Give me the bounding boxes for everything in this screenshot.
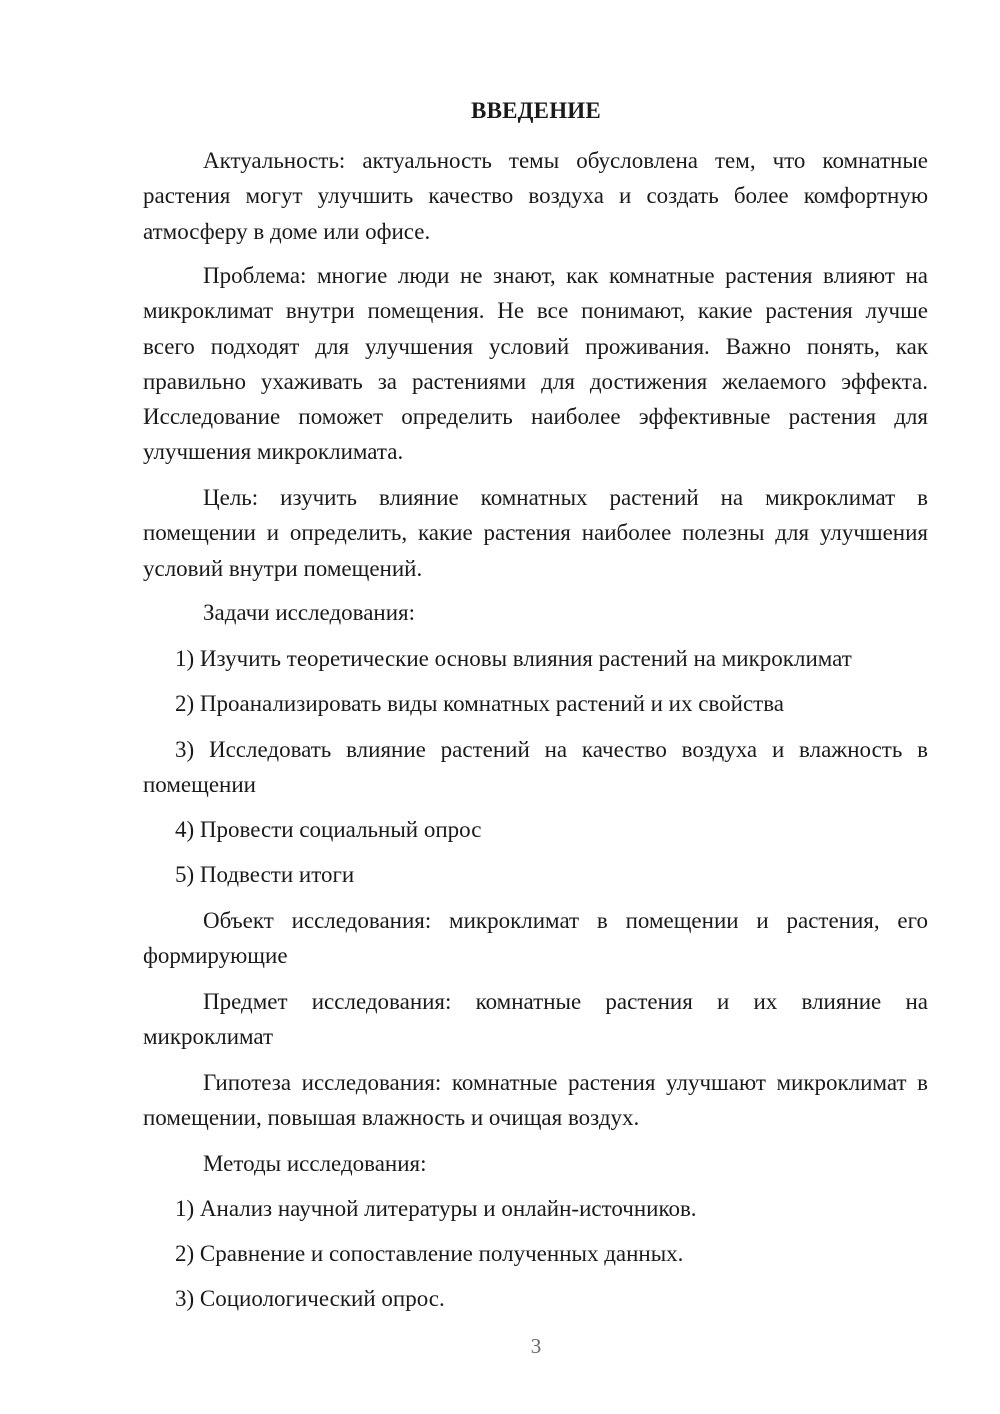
section-title: ВВЕДЕНИЕ: [471, 98, 601, 123]
problem-paragraph: Проблема: многие люди не знают, как комнатные растения влияют на микроклимат внутри помещения. Не все понимают, какие растения лучше всего подходят для улучшения условий проживания. Важно понять, как правильно ухаживать за растениями для достижения желаемого эффекта. Исследование поможет определить наиболее эффективные растения для улучшения микроклимата.: [143, 263, 928, 465]
tasks-heading: Задачи исследования:: [203, 600, 416, 625]
task-item-5: 5) Подвести итоги: [175, 862, 355, 887]
task-item-2: 2) Проанализировать виды комнатных растений и их свойства: [175, 691, 784, 716]
task-item-3: 3) Исследовать влияние растений на качество воздуха и влажность в помещении: [143, 737, 928, 798]
task-item-1: 1) Изучить теоретические основы влияния растений на микроклимат: [175, 646, 852, 671]
goal-paragraph: Цель: изучить влияние комнатных растений на микроклимат в помещении и определить, какие растения наиболее полезны для улучшения условий внутри помещений.: [143, 485, 928, 581]
method-item-1: 1) Анализ научной литературы и онлайн-источников.: [175, 1196, 697, 1221]
page-number: 3: [530, 1334, 542, 1358]
relevance-paragraph: Актуальность: актуальность темы обусловлена тем, что комнатные растения могут улучшить качество воздуха и создать более комфортную атмосферу в доме или офисе.: [143, 148, 928, 244]
task-item-4: 4) Провести социальный опрос: [175, 817, 482, 842]
object-paragraph: Объект исследования: микроклимат в помещении и растения, его формирующие: [143, 908, 928, 969]
method-item-2: 2) Сравнение и сопоставление полученных данных.: [175, 1241, 684, 1266]
methods-heading: Методы исследования:: [203, 1151, 427, 1176]
hypothesis-paragraph: Гипотеза исследования: комнатные растения улучшают микроклимат в помещении, повышая влажность и очищая воздух.: [143, 1070, 928, 1131]
subject-paragraph: Предмет исследования: комнатные растения и их влияние на микроклимат: [143, 989, 928, 1050]
method-item-3: 3) Социологический опрос.: [175, 1286, 445, 1311]
